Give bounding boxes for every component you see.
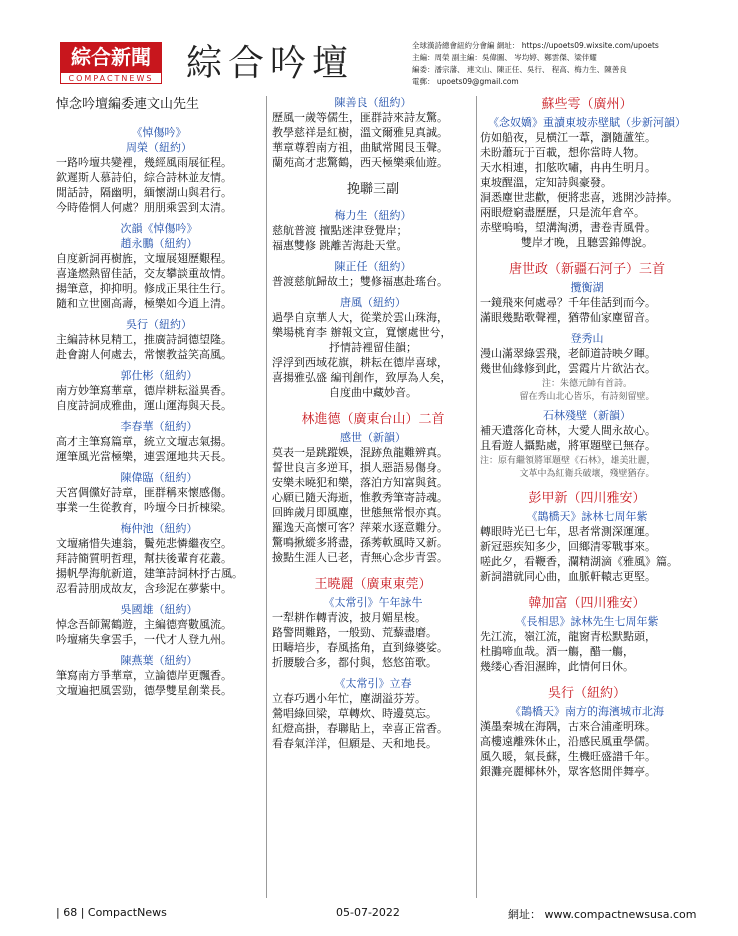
- poem-line: 銀灘亮麗椰林外，眾客悠閒伴舞亭。: [480, 765, 656, 778]
- editorial-line: 全球漢詩總會紐約分會編 網址： https://upoets09.wixsite.com/upoets: [412, 41, 659, 50]
- poem-line: 運筆風光當極樂，連雲運地共天長。: [56, 450, 232, 463]
- poem-line: 抒情詩裡留佳韻；: [329, 341, 417, 354]
- poem-line: 羅逸天高懷可客？萍萊水逐意難分。: [272, 521, 448, 534]
- poem-line: 天宮倜儻好詩章，匪群稱來懷感傷。: [56, 486, 232, 499]
- poem-line: 一鏡飛來何處尋？千年佳話到而今。: [480, 296, 656, 309]
- poem-line: 南方妙筆寫華章，德岸耕耘溢異香。: [56, 384, 232, 397]
- poem-line: 主編詩林見精工，推廣詩詞德望隆。: [56, 333, 232, 346]
- poem-heading: 陳偉臨（紐約）: [120, 471, 198, 484]
- issue-date: 05-07-2022: [336, 906, 400, 919]
- poem-heading: 陳燕葉（紐約）: [120, 654, 198, 667]
- poem-line: 拜詩簡質明哲理，幫扶後輩育花叢。: [56, 552, 232, 565]
- poem-line: 吟壇痛失拿雲手，一代才人登九州。: [56, 633, 232, 646]
- poem-line: 高樓遠離殊休止，沿感民風重學儒。: [480, 735, 656, 748]
- poem-line: 心願已隨天海逝，惟教秀筆寄詩魂。: [272, 491, 448, 504]
- poem-line: 揚帆學海航新道，建筆詩詞林抒古風。: [56, 567, 243, 580]
- poem-line: 喜逢燃熱留佳話，交友攀談重故情。: [56, 267, 232, 280]
- editorial-line: 編委：潘宗藩、 連文山、陳正任、吳行、 程高、梅力生、陳善良: [412, 65, 627, 74]
- poem-line: 蘭苑高才悲驚鶴，西天極樂乘仙遊。: [272, 156, 448, 169]
- poem-heading: 唐風（紐約）: [340, 296, 406, 309]
- poem-line: 誓世良言多逆耳，損人惡語易傷身。: [272, 461, 448, 474]
- poem-heading: 感世（新韻）: [340, 431, 406, 444]
- poem-line: 福惠雙修 跳離苦海赴天堂。: [272, 239, 408, 252]
- poem-heading: 吳行（紐約）: [547, 686, 626, 701]
- poem-line: 文壇痛惜失連翁，鬢苑悲憐繼夜空。: [56, 537, 232, 550]
- poem-line: 樂場桃育李 辦報文宣，寬懷處世兮，: [272, 326, 452, 339]
- poem-line: 過學自京華人大，從業於雲山珠海，: [272, 311, 448, 324]
- poem-line: 漫山滿翠綠雲飛，老師道詩映夕暉。: [480, 347, 656, 360]
- poem-line: 折腰駿合多，都付與，悠悠笛歌。: [272, 656, 437, 669]
- column-divider: [266, 96, 267, 898]
- poem-line: 自度新詞再樹旌，文壇展翅歷艱程。: [56, 252, 232, 265]
- poem-heading: 周榮（紐約）: [126, 141, 192, 154]
- poem-line: 悼念吾師駕鶴遊，主編德齊數風流。: [56, 618, 232, 631]
- poem-line: 隨和立世園高壽，極樂如今逍上清。: [56, 297, 232, 310]
- brand-logo: [56, 40, 166, 86]
- poem-heading: 《鵲橋天》詠林七周年紫: [526, 510, 648, 523]
- poem-line: 看春氣洋洋，但願是、天和地長。: [272, 737, 437, 750]
- poem-heading: 《鵲橋天》南方的海濱城市北海: [510, 705, 664, 718]
- poem-heading: 石林殘壁（新韻）: [543, 409, 631, 422]
- poem-line: 筆寫南方爭華章，立論德岸更飄香。: [56, 669, 232, 682]
- poem-line: 未盼蕭玩于百載，想你當時人物。: [480, 146, 645, 159]
- brand-name-cn: 綜合新聞: [60, 42, 162, 72]
- poem-line: 且看遊人攝點處，將軍題壁已無存。: [480, 439, 656, 452]
- poem-line: 文革中為紅衛兵破壞，殘壁猶存。: [519, 469, 655, 479]
- poem-line: 仿如船夜，見横江一葦，瀏隨蘆笙。: [480, 131, 656, 144]
- column-right: [480, 96, 694, 896]
- poem-line: 留在秀山北心皆乐，有詩刻留壁。: [519, 392, 655, 402]
- poem-heading: 《悼傷吟》: [131, 126, 187, 139]
- editorial-info: [412, 40, 696, 88]
- poem-line: 新詞譜就同心曲，血脈軒轅志更堅。: [480, 570, 656, 583]
- poem-line: 幾缕心香泪濕眸，此情何日休。: [480, 660, 634, 673]
- poem-heading: 趙永鵬（紐約）: [120, 237, 198, 250]
- poem-line: 教學慈祥是紅樹，溫文爾雅見真誠。: [272, 126, 448, 139]
- poem-heading: 王曉麗（廣東東莞）: [314, 577, 432, 592]
- poem-line: 先江流，嶺江流，龍窗青松默點頭，: [480, 630, 656, 643]
- poem-line: 回眸歲月即風塵，世態無常恨亦真。: [272, 506, 448, 519]
- column-divider: [476, 96, 477, 898]
- editorial-line: 電郵： upoets09@gmail.com: [412, 77, 519, 86]
- poem-heading: 李春華（紐約）: [120, 420, 198, 433]
- poem-line: 忍看詩朋成故友，含珍泥在夢紫中。: [56, 582, 232, 595]
- poem-line: 赤壁嗚嗚，望溝淘湧，書卷青風骨。: [480, 221, 656, 234]
- poem-line: 雙岸才晚，且聽雲錦傳說。: [521, 236, 653, 249]
- poem-line: 華章尊碧南方祖，曲賦常聞艮玉聲。: [272, 141, 448, 154]
- poem-line: 喜揚雅弘盛 編刊創作，致厚為人矣，: [272, 371, 452, 384]
- poem-heading: 唐世政（新疆石河子）三首: [508, 262, 665, 277]
- poem-heading: 《太常引》立春: [334, 677, 412, 690]
- poem-heading: 郭仕彬（紐約）: [120, 369, 198, 382]
- poem-line: 注：朱德元帥有首詩。: [541, 379, 632, 389]
- poem-heading: 《太常引》午年詠牛: [323, 596, 423, 609]
- poem-heading: 攬衡湖: [570, 281, 604, 294]
- poem-line: 驚鳴揪縱多將盡，孫莠軟風時又新。: [272, 536, 448, 549]
- poem-heading: 悼念吟壇編委連文山先生: [56, 97, 200, 112]
- poem-line: 一路吟壇共變裡，幾經風雨展征程。: [56, 156, 232, 169]
- poem-line: 赴會謝人何處去，常懷教益笑高風。: [56, 348, 232, 361]
- poem-heading: 陳善良（紐約）: [334, 96, 412, 109]
- poem-line: 浮浮到西域花旗，耕耘在德岸喜球，: [272, 356, 448, 369]
- poem-heading: 挽聯三副: [346, 182, 399, 197]
- poem-heading: 韓加富（四川雅安）: [528, 596, 646, 611]
- poem-heading: 梅力生（紐約）: [334, 209, 412, 222]
- poem-line: 杜鵑啼血哉。酒一觴，醋一觴，: [480, 645, 634, 658]
- poem-line: 田疇培步，春風搖角，直到綠婆娑。: [272, 641, 448, 654]
- poem-line: 今時倦惘人何處？朋朋乘雲到太清。: [56, 201, 232, 214]
- poem-line: 欽遲斯人慕詩伯，綜合詩林並友情。: [56, 171, 232, 184]
- brand-name-en: COMPACTNEWS: [60, 72, 162, 84]
- masthead-title: 綜合吟壇: [186, 43, 355, 84]
- poem-heading: 次韻《悼傷吟》: [120, 222, 198, 235]
- poem-line: 漢墨秦城在海隅，古來合浦產明珠。: [480, 720, 656, 733]
- poem-line: 滿眼幾點歌聲裡，猶帶仙家塵留音。: [480, 311, 656, 324]
- poem-line: 兩眼燈窮盡歷歷，只是流年倉卒。: [480, 206, 645, 219]
- poem-heading: 《念奴嬌》重讀東坡赤壁賦（步新河韻）: [488, 116, 686, 129]
- poem-line: 新冠惡疾知多少，回鄉清零戰事來。: [480, 540, 656, 553]
- page-header: [56, 40, 692, 90]
- poem-line: 莫表一是跳蹤娛，混跡魚龍難辨真。: [272, 446, 448, 459]
- column-left: [56, 96, 262, 896]
- poem-line: 事業一生從教育，吟壇今日折棟梁。: [56, 501, 232, 514]
- page-number: | 68 | CompactNews: [56, 906, 167, 919]
- poem-heading: 《長相思》詠林先生七周年紫: [515, 615, 659, 628]
- column-middle: [272, 96, 474, 896]
- poem-line: 揚筆意，抑抑明。修成正果往生行。: [56, 282, 232, 295]
- poem-line: 撿點生涯人已老，青無心念步青雲。: [272, 551, 448, 564]
- poem-line: 高才主筆寫篇章，統立文壇志氣揚。: [56, 435, 232, 448]
- poem-line: 慈航普渡 擅點迷津登覺岸；: [272, 224, 408, 237]
- poem-heading: 梅仲池（紐約）: [120, 522, 198, 535]
- poem-line: 天水相連，扣舷吹嘯，冉冉生明月。: [480, 161, 656, 174]
- poem-heading: 陳正任（紐約）: [334, 260, 412, 273]
- poem-line: 自度曲中藏妙音。: [329, 386, 417, 399]
- poem-line: 一犁耕作轉青波，披月媚星梭。: [272, 611, 426, 624]
- editorial-line: 主編：周榮 副主編：吳偉圖、 岑均婷、鄭雲傑、梁伴耀: [412, 53, 597, 62]
- poem-line: 嗟此夕，看鞭香，瀾精湖滴《雅風》篇。: [480, 555, 678, 568]
- poem-line: 歷風一歲等儒生，匪群詩來詩友驚。: [272, 111, 448, 124]
- poem-line: 文壇遍把風雲勁，德學雙星創業長。: [56, 684, 232, 697]
- poem-heading: 吳國雄（紐約）: [120, 603, 198, 616]
- poem-line: 風久暖，氣長蘇，生機旺盛譜千年。: [480, 750, 656, 763]
- poem-heading: 吳行（紐約）: [126, 318, 192, 331]
- poem-line: 立春巧遇小年忙，塵湖溢芬芳。: [272, 692, 426, 705]
- poem-line: 安樂未曉犯和樂，落泊方知富與貧。: [272, 476, 448, 489]
- poem-line: 轉眼時光已七年，思者常測深運運。: [480, 525, 656, 538]
- poem-line: 東坡醒溫，定知詩與豪發。: [480, 176, 612, 189]
- poem-line: 路警問難路，一般勁、荒藜盡磨。: [272, 626, 437, 639]
- poem-line: 洞悉塵世悲歡，便將悲喜，逃開沙詩捧。: [480, 191, 678, 204]
- poem-heading: 蘇些雩（廣州）: [541, 97, 633, 112]
- poem-line: 自度詩詞成雅曲，運山運海與天長。: [56, 399, 232, 412]
- poem-heading: 彭甲新（四川雅安）: [528, 491, 646, 506]
- poem-line: 鶯唱綠回梁，草轉炊、時邊莫忘。: [272, 707, 437, 720]
- poem-line: 紅燈高掛，春聯貼上，幸喜正當香。: [272, 722, 448, 735]
- poem-line: 補天遺落化奇林，大愛人間永故心。: [480, 424, 656, 437]
- poem-heading: 登秀山: [570, 332, 604, 345]
- poem-line: 幾世仙緣修到此，雲霞片片欲沾衣。: [480, 362, 656, 375]
- poem-line: 普渡慈航歸故土；雙修福惠赴瑤台。: [272, 275, 448, 288]
- poem-line: 閒話詩，隔幽明，緬懷湖山與君行。: [56, 186, 232, 199]
- poem-line: 注：原有繼領將軍題壁《石林》，雄美壯麗，: [480, 456, 656, 466]
- poem-heading: 林進德（廣東台山）二首: [301, 412, 445, 427]
- website-url: 網址： www.compactnewsusa.com: [508, 908, 697, 921]
